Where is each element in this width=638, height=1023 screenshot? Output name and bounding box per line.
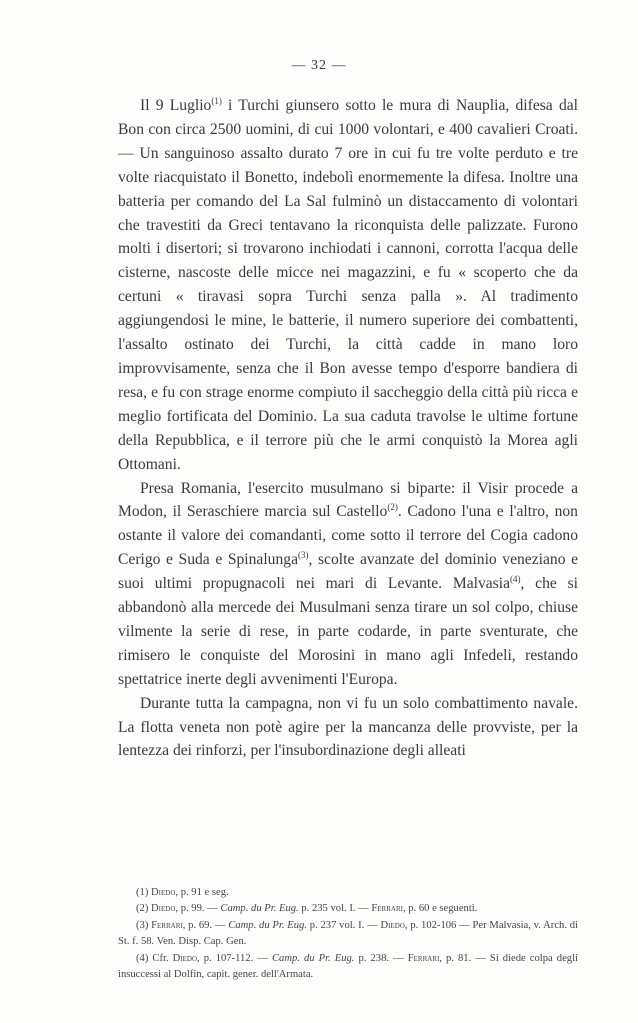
text-run: (3) xyxy=(136,919,152,931)
work-title: Camp. du Pr. Eug. xyxy=(271,952,355,964)
main-text xyxy=(118,94,578,763)
footnote-reference: (4) xyxy=(509,574,521,585)
text-run: Presa Romania, l'esercito musulmano si biparte: il Visir procede a Modon, il Seraschiere marcia sul Castello xyxy=(118,479,578,521)
footnotes xyxy=(118,885,578,983)
text-run: Durante tutta la campagna, non vi fu un solo combattimento navale. La flotta veneta non potè agire per la mancanza delle provviste, per la lentezza dei rinforzi, per l'insubordinazione degli alleati xyxy=(118,694,578,760)
text-run: i Turchi giunsero sotto le mura di Nauplia, difesa dal Bon con circa 2500 uomini, di cui 1000 volontari, e 400 cavalieri Croati. — Un sanguinoso assalto durato 7 ore in cui fu tre volte perduto e tre volte riacquistato il Bonetto, indebolì enormemente la difesa. Inoltre una batteria per comando del La Sal fulminò un distaccamento di volontari che travestiti da Greci tentavano la riconquista delle palizzate. Furono molti i disertori; si trovarono inchiodati i cannoni, corrotta l'acqua delle cisterne, nascoste delle micce nei magazzini, e fu « scoperto che da certuni « tiravasi sopra Turchi senza palla ». Al tradimento aggiungendosi le mine, le batterie, il numero superiore dei combattenti, l'assalto ostinato dei Turchi, la città cadde in mano loro improvvisamente, senza che il Bon avesse tempo d'esporre bandiera di resa, e fu con strage enorme compiuto il saccheggio della città più ricca e meglio fortificata del Dominio. La sua caduta travolse le ultime fortune della Repubblica, e il terrore più che le armi conquistò la Morea agli Ottomani. xyxy=(118,97,578,473)
author-name: Ferrari xyxy=(151,919,183,931)
paragraph xyxy=(118,692,578,764)
footnote xyxy=(118,918,578,951)
author-name: Diedo xyxy=(151,887,176,898)
text-run: p. 235 vol. I. — xyxy=(298,903,372,915)
footnote-reference: (2) xyxy=(387,502,398,513)
work-title: Camp. du Pr. Eug. xyxy=(228,919,307,931)
text-run: , p. 69. — xyxy=(182,919,229,931)
text-run: , p. 91 e seg. xyxy=(175,887,229,898)
text-run: , p. 102-106 — Per Malvasia, v. Arch. di St. f. 58. Ven. Disp. Cap. Gen. xyxy=(118,919,578,948)
work-title: Camp. du Pr. Eug. xyxy=(220,903,299,915)
footnote xyxy=(118,901,578,917)
text-run: , p. 99. — xyxy=(175,903,221,915)
author-name: Diedo xyxy=(172,952,198,964)
text-run: , che si abbandonò alla mercede dei Musulmani senza tirare un sol colpo, chiuse vilmente la serie di rese, in parte codarde, in parte sventurate, che rimisero le conquiste del Morosini in mano agli Infedeli, restando spettatrice inerte degli avvenimenti l'Europa. xyxy=(118,575,578,688)
footnote-reference: (3) xyxy=(298,550,309,561)
text-run: (1) xyxy=(136,887,152,898)
text-run: , p. 60 e seguenti. xyxy=(402,903,478,915)
footnote-reference: (1) xyxy=(211,96,222,106)
author-name: Diedo xyxy=(380,919,405,931)
author-name: Diedo xyxy=(151,903,176,915)
text-run: (4) Cfr. xyxy=(136,952,173,964)
paragraph xyxy=(118,477,578,692)
text-run: p. 237 vol. I. — xyxy=(306,919,381,931)
author-name: Ferrari xyxy=(407,952,440,964)
author-name: Ferrari xyxy=(371,903,403,915)
text-run: p. 238. — xyxy=(354,952,408,964)
text-run: , p. 107-112. — xyxy=(197,952,272,964)
text-run: , p. 81. — Si diede colpa degli insuccessi al Dolfin, capit. gener. dell'Armata. xyxy=(118,952,578,981)
text-run: (2) xyxy=(136,903,152,915)
text-run: Il 9 Luglio xyxy=(140,97,212,114)
page-number: — 32 — xyxy=(291,58,347,73)
footnote xyxy=(118,951,578,984)
text-run: , scolte avanzate del dominio veneziano e suoi ultimi propugnacoli nei mari di Levante. Malvasia xyxy=(118,551,578,593)
footnote xyxy=(118,885,578,901)
text-run: . Cadono l'una e l'altro, non ostante il valore dei comandanti, come sotto il terrore del Cogia cadono Cerigo e Suda e Spinalunga xyxy=(118,503,578,569)
paragraph xyxy=(118,94,578,477)
